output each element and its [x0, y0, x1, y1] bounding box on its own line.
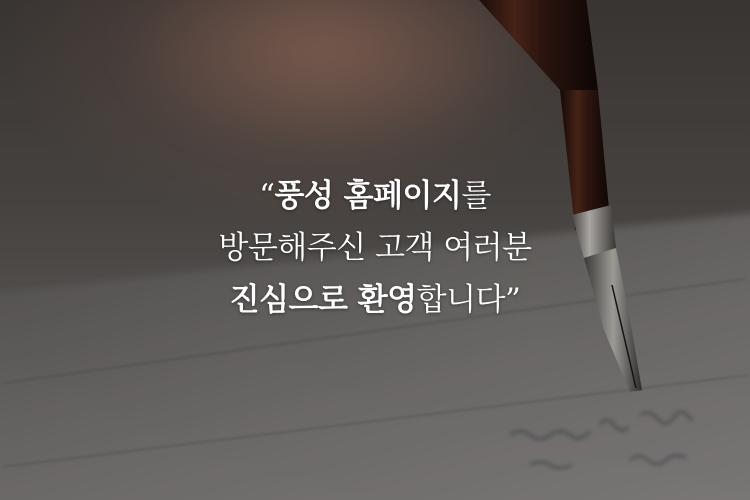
quote-line-1	[0, 170, 750, 222]
close-quote-mark: ”	[504, 282, 521, 318]
closing-verb-text: 합니다	[416, 282, 505, 318]
company-homepage-text: 풍성 홈페이지	[274, 178, 462, 214]
welcome-quote	[0, 170, 750, 326]
quote-line-3	[0, 274, 750, 326]
sincere-welcome-text: 진심으로 환영	[229, 282, 417, 318]
open-quote-mark: “	[259, 178, 275, 214]
quote-line-2: 방문해주신 고객 여러분	[218, 230, 532, 266]
particle-text: 를	[461, 178, 491, 214]
